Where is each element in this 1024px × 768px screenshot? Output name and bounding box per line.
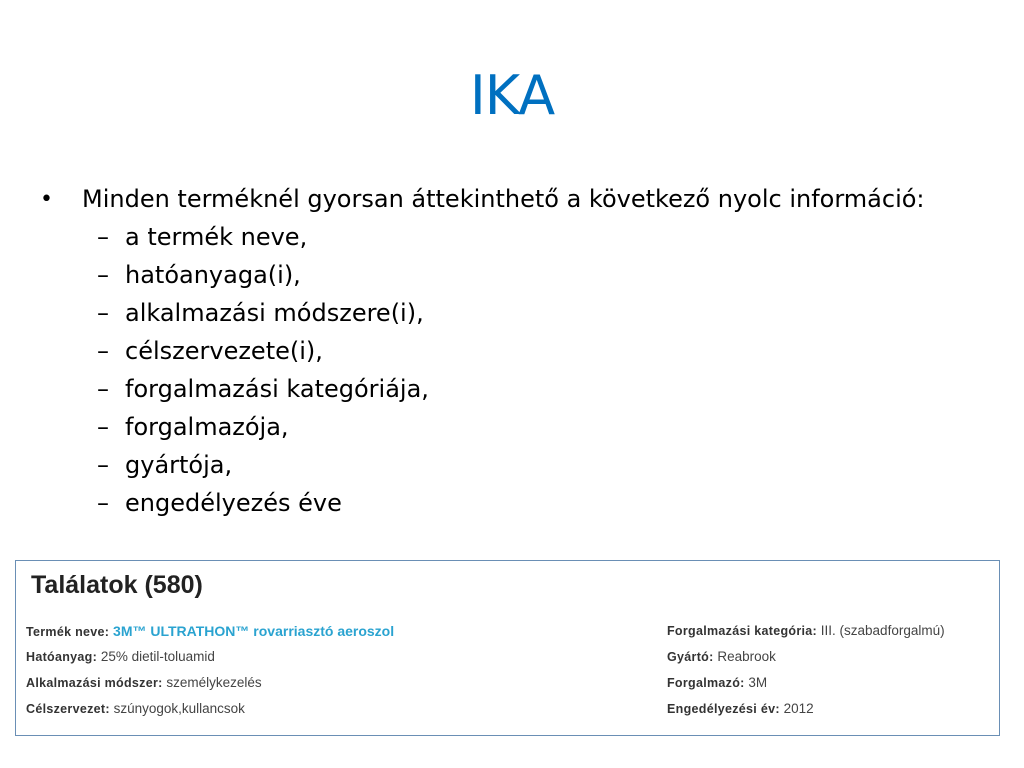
- dash-icon: –: [97, 261, 109, 289]
- field-value: 25% dietil-toluamid: [100, 649, 215, 664]
- field-active-ingredient: [26, 649, 394, 675]
- field-label: Alkalmazási módszer:: [26, 676, 163, 690]
- field-label: Gyártó:: [667, 650, 714, 664]
- bullet-dot-icon: •: [40, 186, 53, 212]
- dash-icon: –: [97, 337, 109, 365]
- sub-item: [40, 484, 925, 522]
- sub-item: [40, 218, 925, 256]
- field-label: Hatóanyag:: [26, 650, 98, 664]
- field-target-organism: [26, 701, 394, 727]
- field-value: szúnyogok,kullancsok: [113, 701, 245, 716]
- field-label: Célszervezet:: [26, 702, 110, 716]
- field-approval-year: [667, 701, 945, 727]
- search-result-screenshot: [15, 560, 1000, 736]
- product-name-link[interactable]: 3M™ ULTRATHON™ rovarriasztó aeroszol: [113, 623, 395, 639]
- result-left-column: [26, 623, 394, 727]
- sub-item-text: hatóanyaga(i),: [125, 261, 301, 289]
- field-distributor: [667, 675, 945, 701]
- field-application-method: [26, 675, 394, 701]
- field-label: Termék neve:: [26, 625, 110, 639]
- dash-icon: –: [97, 413, 109, 441]
- slide-title: IKA: [469, 64, 555, 127]
- sub-item-text: a termék neve,: [125, 223, 308, 251]
- dash-icon: –: [97, 451, 109, 479]
- field-manufacturer: [667, 649, 945, 675]
- sub-item: [40, 408, 925, 446]
- sub-item-text: engedélyezés éve: [125, 489, 342, 517]
- sub-item-text: célszervezete(i),: [125, 337, 323, 365]
- dash-icon: –: [97, 299, 109, 327]
- field-category: [667, 623, 945, 649]
- sub-item-text: gyártója,: [125, 451, 233, 479]
- bullet-item: [40, 180, 925, 218]
- sub-item-text: alkalmazási módszere(i),: [125, 299, 424, 327]
- field-value: személykezelés: [166, 675, 262, 690]
- field-label: Forgalmazási kategória:: [667, 624, 818, 638]
- sub-item-text: forgalmazási kategóriája,: [125, 375, 429, 403]
- sub-item: [40, 294, 925, 332]
- field-label: Engedélyezési év:: [667, 702, 780, 716]
- field-value: III. (szabadforgalmú): [820, 623, 945, 638]
- dash-icon: –: [97, 489, 109, 517]
- field-value: 3M: [748, 675, 768, 690]
- result-right-column: [667, 623, 945, 727]
- sub-item-text: forgalmazója,: [125, 413, 289, 441]
- bullet-list: [40, 180, 925, 522]
- sub-item: [40, 370, 925, 408]
- sub-item: [40, 446, 925, 484]
- dash-icon: –: [97, 223, 109, 251]
- field-product-name: [26, 623, 394, 649]
- field-label: Forgalmazó:: [667, 676, 745, 690]
- bullet-text: Minden terméknél gyorsan áttekinthető a következő nyolc információ:: [82, 185, 925, 213]
- sub-item: [40, 256, 925, 294]
- sub-item: [40, 332, 925, 370]
- dash-icon: –: [97, 375, 109, 403]
- results-heading: Találatok (580): [31, 571, 203, 599]
- field-value: 2012: [783, 701, 814, 716]
- field-value: Reabrook: [717, 649, 776, 664]
